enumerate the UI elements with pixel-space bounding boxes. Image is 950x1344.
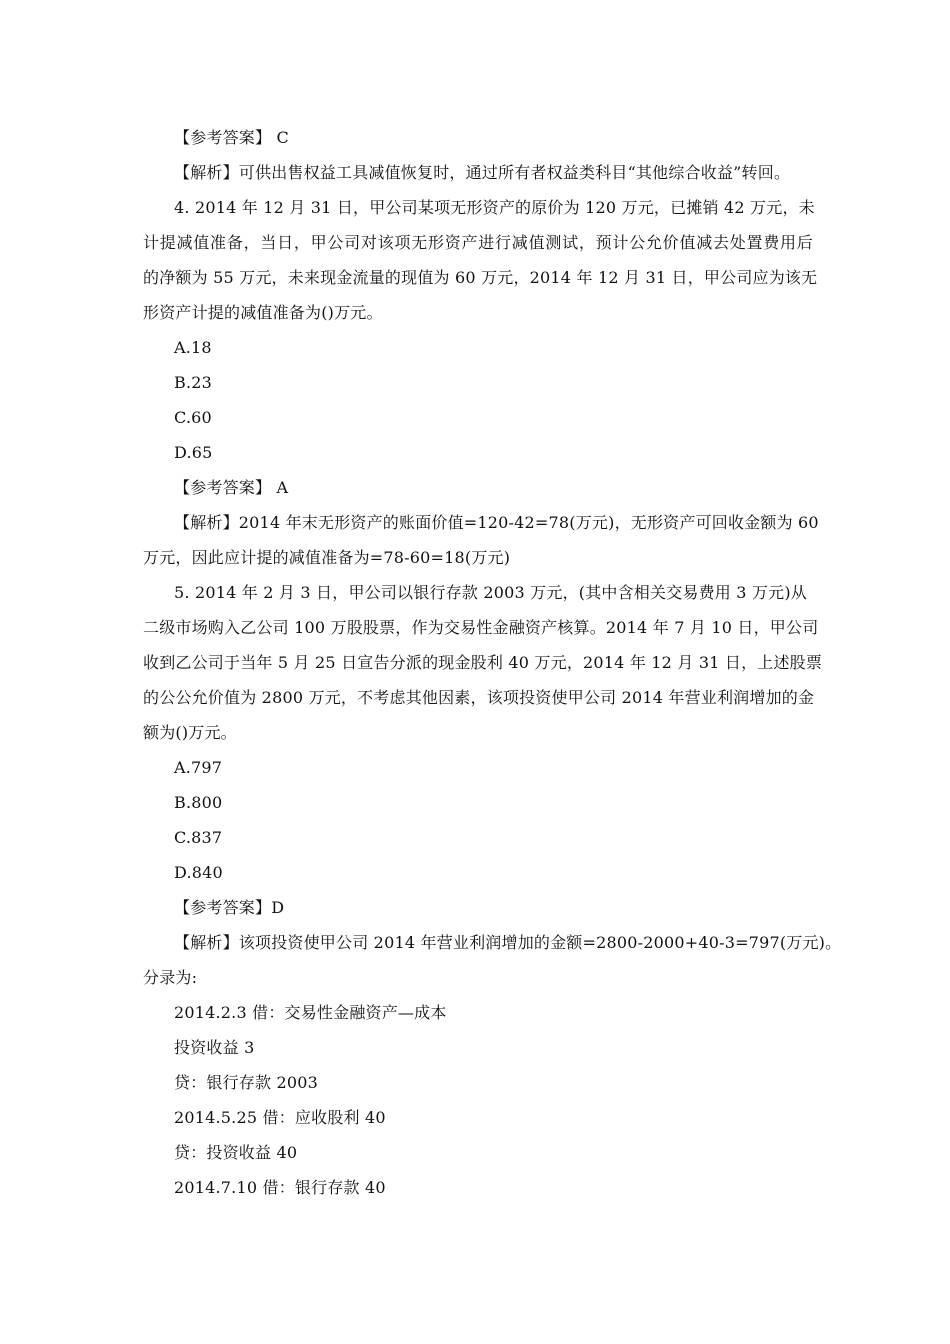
q4-answer: 【参考答案】 A bbox=[174, 478, 289, 497]
q5-analysis-line-2: 分录为: bbox=[143, 968, 198, 987]
q4-option-d: D.65 bbox=[174, 443, 213, 462]
q5-entry-5: 贷：投资收益 40 bbox=[174, 1143, 298, 1162]
q5-entry-2: 投资收益 3 bbox=[174, 1038, 255, 1057]
q5-entry-4: 2014.5.25 借：应收股利 40 bbox=[174, 1108, 386, 1127]
q5-answer: 【参考答案】D bbox=[174, 898, 285, 917]
q5-option-c: C.837 bbox=[174, 828, 223, 847]
q5-stem-line-1: 5. 2014 年 2 月 3 日，甲公司以银行存款 2003 万元，(其中含相关交易费用 3 万元)从 bbox=[174, 583, 807, 602]
q5-option-a: A.797 bbox=[174, 758, 223, 777]
q4-analysis-line-1: 【解析】2014 年末无形资产的账面价值=120-42=78(万元)，无形资产可回收金额为 60 bbox=[174, 513, 819, 532]
q4-stem-line-3: 的净额为 55 万元，未来现金流量的现值为 60 万元，2014 年 12 月 31 日，甲公司应为该无 bbox=[143, 268, 818, 287]
q4-stem-line-1: 4. 2014 年 12 月 31 日，甲公司某项无形资产的原价为 120 万元，已摊销 42 万元，未 bbox=[174, 198, 815, 217]
q5-stem-line-4: 的公公允价值为 2800 万元，不考虑其他因素，该项投资使甲公司 2014 年营业利润增加的金 bbox=[143, 688, 815, 707]
q4-option-b: B.23 bbox=[174, 373, 213, 392]
q4-stem-line-4: 形资产计提的减值准备为()万元。 bbox=[143, 303, 383, 322]
q3-analysis: 【解析】可供出售权益工具减值恢复时，通过所有者权益类科目“其他综合收益”转回。 bbox=[174, 163, 791, 182]
q4-stem-line-2: 计提减值准备，当日，甲公司对该项无形资产进行减值测试，预计公允价值减去处置费用后 bbox=[143, 233, 813, 252]
q4-option-c: C.60 bbox=[174, 408, 212, 427]
q5-option-d: D.840 bbox=[174, 863, 223, 882]
q5-stem-line-3: 收到乙公司于当年 5 月 25 日宣告分派的现金股利 40 万元，2014 年 12 月 31 日，上述股票 bbox=[143, 653, 823, 672]
q5-stem-line-5: 额为()万元。 bbox=[143, 723, 237, 742]
q5-stem-line-2: 二级市场购入乙公司 100 万股股票，作为交易性金融资产核算。2014 年 7 月 10 日，甲公司 bbox=[143, 618, 819, 637]
q5-analysis-line-1: 【解析】该项投资使甲公司 2014 年营业利润增加的金额=2800-2000+40-3=797(万元)。 bbox=[174, 933, 842, 952]
q4-option-a: A.18 bbox=[174, 338, 212, 357]
q4-analysis-line-2: 万元，因此应计提的减值准备为=78-60=18(万元) bbox=[143, 548, 511, 567]
q5-entry-3: 贷：银行存款 2003 bbox=[174, 1073, 319, 1092]
q5-entry-1: 2014.2.3 借：交易性金融资产—成本 bbox=[174, 1003, 447, 1022]
q5-entry-6: 2014.7.10 借：银行存款 40 bbox=[174, 1178, 386, 1197]
q3-answer: 【参考答案】 C bbox=[174, 128, 289, 147]
q5-option-b: B.800 bbox=[174, 793, 223, 812]
